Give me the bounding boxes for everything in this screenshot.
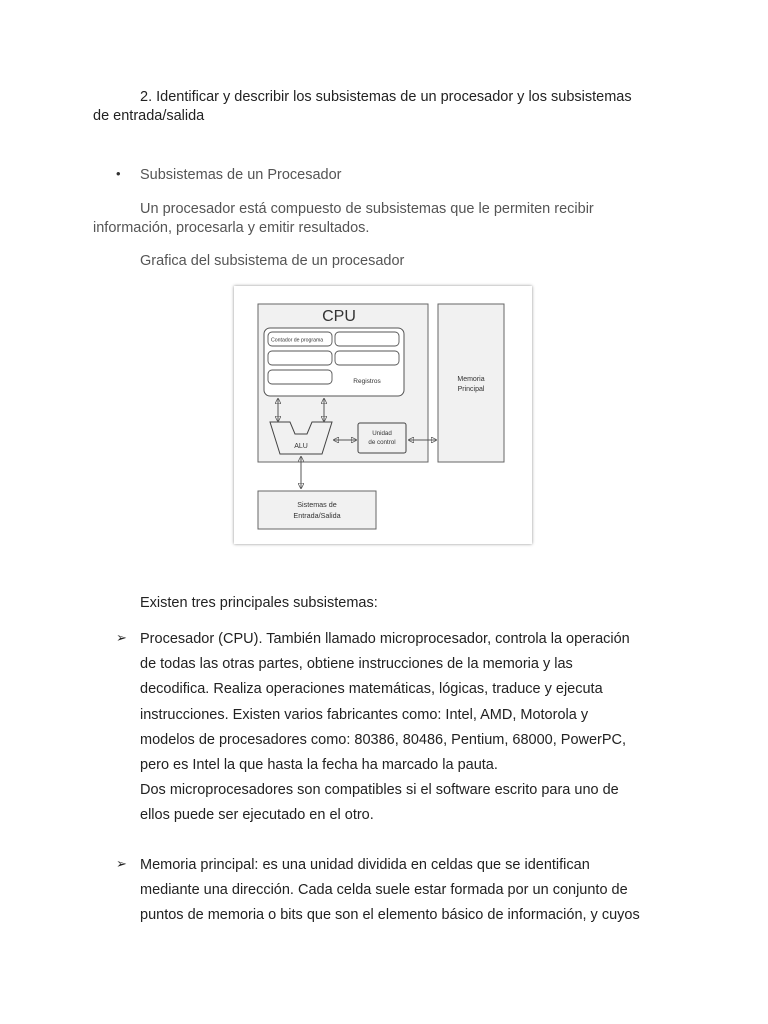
processor-diagram bbox=[234, 286, 532, 544]
list-item-line: Memoria principal: es una unidad dividida en celdas que se identifican bbox=[140, 857, 590, 873]
control-unit-line-1: Unidad bbox=[372, 430, 392, 437]
register-slot bbox=[335, 332, 399, 346]
main-subsystems-intro: Existen tres principales subsistemas: bbox=[140, 595, 378, 611]
list-item-line: decodifica. Realiza operaciones matemáticas, lógicas, traduce y ejecuta bbox=[140, 681, 603, 698]
alu-label: ALU bbox=[294, 443, 308, 450]
register-program-counter-label: Contador de programa bbox=[271, 337, 324, 344]
intro-line-1: Un procesador está compuesto de subsistemas que le permiten recibir bbox=[140, 201, 594, 217]
io-line-2: Entrada/Salida bbox=[293, 511, 341, 520]
memory-line-2: Principal bbox=[457, 386, 485, 393]
figure-caption: Grafica del subsistema de un procesador bbox=[140, 253, 405, 269]
cpu-label: CPU bbox=[322, 308, 356, 325]
bullet-text: Subsistemas de un Procesador bbox=[140, 167, 342, 183]
heading-line-1: 2. Identificar y describir los subsistemas de un procesador y los subsistemas bbox=[140, 89, 632, 105]
list-item-line: ellos puede ser ejecutado en el otro. bbox=[140, 807, 374, 824]
memory-line-1: Memoria bbox=[457, 376, 485, 383]
list-item-line: pero es Intel la que hasta la fecha ha marcado la pauta. bbox=[140, 757, 498, 774]
list-item-line: Dos microprocesadores son compatibles si el software escrito para uno de bbox=[140, 782, 619, 799]
list-item-line: instrucciones. Existen varios fabricantes como: Intel, AMD, Motorola y bbox=[140, 706, 589, 723]
intro-line-2: información, procesarla y emitir resultados. bbox=[93, 220, 370, 236]
memory-box bbox=[438, 304, 504, 462]
control-unit-line-2: de control bbox=[368, 439, 396, 446]
heading-line-2: de entrada/salida bbox=[93, 108, 205, 124]
register-slot bbox=[335, 351, 399, 365]
list-arrow-1: ➢ bbox=[116, 630, 127, 645]
bullet-dot: • bbox=[116, 166, 121, 181]
list-item-line: mediante una dirección. Cada celda suele estar formada por un conjunto de bbox=[140, 882, 628, 899]
list-item-memory bbox=[140, 853, 640, 929]
list-item-processor bbox=[140, 627, 630, 829]
io-line-1: Sistemas de bbox=[297, 500, 337, 509]
list-item-line: modelos de procesadores como: 80386, 80486, Pentium, 68000, PowerPC, bbox=[140, 731, 627, 748]
list-item-line: de todas las otras partes, obtiene instrucciones de la memoria y las bbox=[140, 656, 573, 673]
list-item-line: Procesador (CPU). También llamado microprocesador, controla la operación bbox=[140, 631, 630, 647]
register-slot bbox=[268, 370, 332, 384]
registers-label: Registros bbox=[353, 378, 381, 385]
control-unit-box bbox=[358, 423, 406, 453]
list-arrow-2: ➢ bbox=[116, 856, 127, 871]
list-item-line: puntos de memoria o bits que son el elemento básico de información, y cuyos bbox=[140, 907, 640, 924]
io-box bbox=[258, 491, 376, 529]
register-slot bbox=[268, 351, 332, 365]
